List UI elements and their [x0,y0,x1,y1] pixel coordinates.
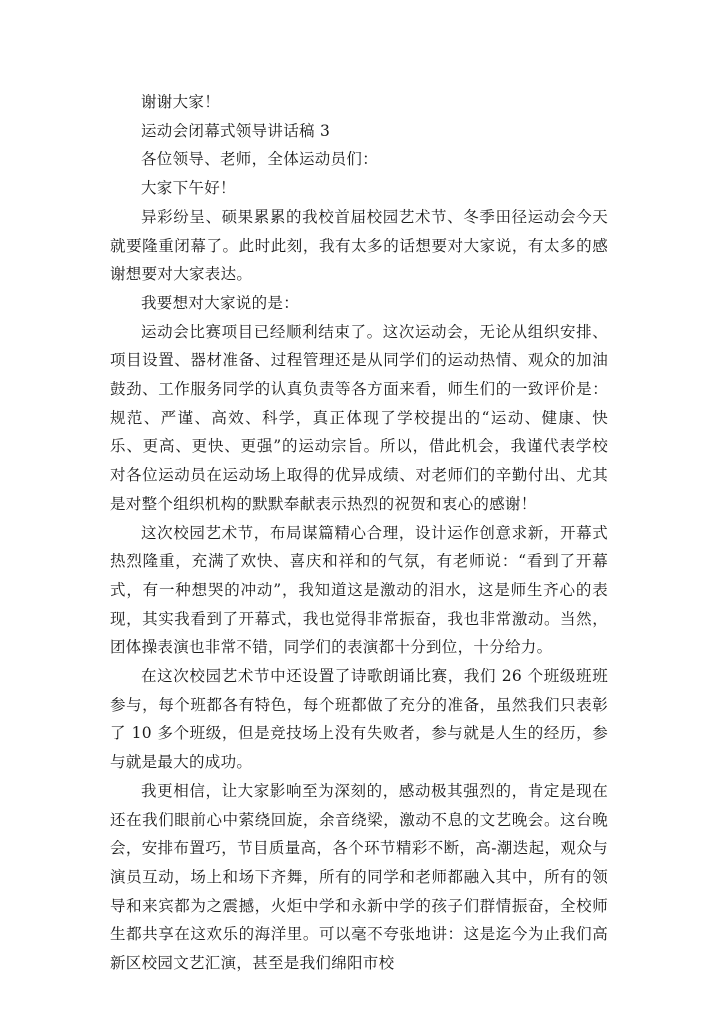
paragraph-gala: 我更相信，让大家影响至为深刻的，感动极其强烈的，肯定是现在还在我们眼前心中萦绕回旋，余音绕梁，激动不息的文艺晚会。这台晚会，安排布置巧，节目质量高，各个环节精彩不断，高-潮迭起，观众与演员互动，场上和场下齐舞，所有的同学和老师都融入其中，所有的领导和来宾都为之震撼，火炬中学和永新中学的孩子们群情振奋，全校师生都共享在这欢乐的海洋里。可以毫不夸张地讲：这是迄今为止我们高新区校园文艺汇演，甚至是我们绵阳市校 [110,781,608,973]
speech-title: 运动会闭幕式领导讲话稿 3 [141,121,331,140]
closing-thanks: 谢谢大家！ [141,93,221,111]
greeting: 大家下午好！ [141,179,236,198]
salutation: 各位领导、老师，全体运动员们： [141,150,379,169]
paragraph-poetry-contest: 在这次校园艺术节中还设置了诗歌朗诵比赛，我们 26 个班级班班参与，每个班都各有特色，每个班都做了充分的准备，虽然我们只表彰了 10 多个班级，但是竞技场上没有失败者，参与就是人生的经历，参与就是最大的成功。 [110,667,608,772]
paragraph-intro: 我要想对大家说的是： [141,293,300,312]
paragraph-art-festival: 这次校园艺术节，布局谋篇精心合理，设计运作创意求新，开幕式热烈隆重，充满了欢快、喜庆和祥和的气氛，有老师说：“看到了开幕式，有一种想哭的冲动”，我知道这是激动的泪水，这是师生齐心的表现，其实我看到了开幕式，我也觉得非常振奋，我也非常激动。当然，团体操表演也非常不错，同学们的表演都十分到位，十分给力。 [110,523,608,657]
document-body [110,88,608,978]
paragraph-sports-meet: 运动会比赛项目已经顺利结束了。这次运动会，无论从组织安排、项目设置、器材准备、过程管理还是从同学们的运动热情、观众的加油鼓劲、工作服务同学的认真负责等各方面来看，师生们的一致评价是：规范、严谨、高效、科学，真正体现了学校提出的“运动、健康、快乐、更高、更快、更强”的运动宗旨。所以，借此机会，我谨代表学校对各位运动员在运动场上取得的优异成绩、对老师们的辛勤付出、尤其是对整个组织机构的默默奉献表示热烈的祝贺和衷心的感谢！ [110,322,608,513]
paragraph-opening: 异彩纷呈、硕果累累的我校首届校园艺术节、冬季田径运动会今天就要隆重闭幕了。此时此刻，我有太多的话想要对大家说，有太多的感谢想要对大家表达。 [110,207,608,284]
